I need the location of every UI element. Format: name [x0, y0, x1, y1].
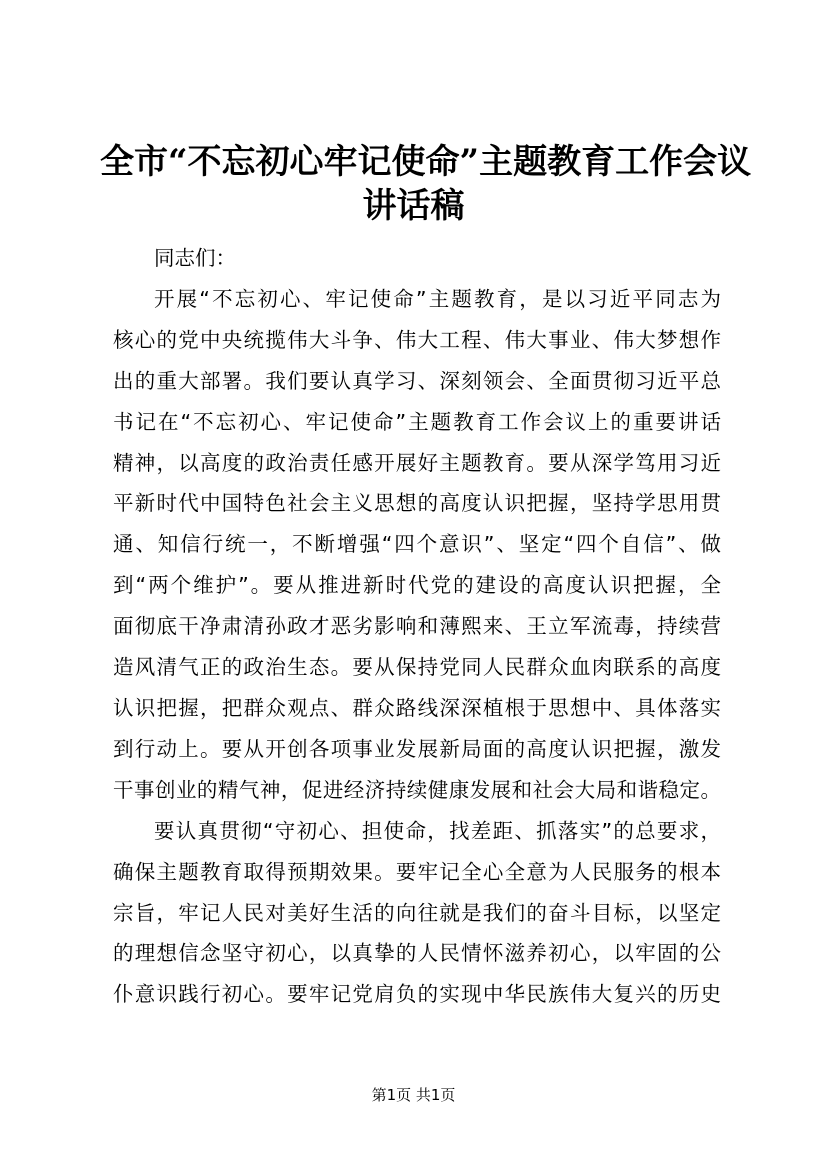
paragraph-line: 核心的党中央统揽伟大斗争、伟大工程、伟大事业、伟大梦想作 — [113, 327, 721, 352]
salutation: 同志们： — [154, 246, 236, 270]
paragraph-line: 出的重大部署。我们要认真学习、深刻领会、全面贯彻习近平总 — [113, 368, 721, 393]
paragraph-line: 面彻底干净肃清孙政才恶劣影响和薄熙来、王立军流毒，持续营 — [113, 614, 721, 639]
paragraph-line: 要认真贯彻“守初心、担使命，找差距、抓落实”的总要求， — [154, 818, 721, 843]
paragraph-line: 开展“不忘初心、牢记使命”主题教育，是以习近平同志为 — [154, 286, 721, 311]
paragraph-line: 书记在“不忘初心、牢记使命”主题教育工作会议上的重要讲话 — [113, 409, 721, 434]
paragraph-line: 仆意识践行初心。要牢记党肩负的实现中华民族伟大复兴的历史 — [113, 982, 721, 1007]
paragraph-2 — [113, 811, 721, 1016]
paragraph-line: 确保主题教育取得预期效果。要牢记全心全意为人民服务的根本 — [113, 859, 721, 884]
document-body — [113, 238, 721, 1015]
paragraph-line: 到行动上。要从开创各项事业发展新局面的高度认识把握，激发 — [113, 736, 721, 761]
document-title — [100, 140, 752, 228]
paragraph-line: 干事创业的精气神，促进经济持续健康发展和社会大局和谐稳定。 — [113, 777, 721, 802]
paragraph-line: 造风清气正的政治生态。要从保持党同人民群众血肉联系的高度 — [113, 655, 721, 680]
paragraph-line: 精神，以高度的政治责任感开展好主题教育。要从深学笃用习近 — [113, 450, 721, 475]
title-line-2: 讲话稿 — [362, 186, 465, 226]
title-line-1: 全市“不忘初心牢记使命”主题教育工作会议 — [100, 142, 752, 182]
paragraph-line: 认识把握，把群众观点、群众路线深深植根于思想中、具体落实 — [113, 695, 721, 720]
paragraph-line: 通、知信行统一，不断增强“四个意识”、坚定“四个自信”、做 — [113, 532, 721, 557]
paragraph-line: 到“两个维护”。要从推进新时代党的建设的高度认识把握，全 — [113, 573, 721, 598]
page-footer: 第1页 共1页 — [371, 1086, 456, 1104]
paragraph-line: 平新时代中国特色社会主义思想的高度认识把握，坚持学思用贯 — [113, 491, 721, 516]
paragraph-line: 的理想信念坚守初心，以真挚的人民情怀滋养初心，以牢固的公 — [113, 941, 721, 966]
paragraph-1 — [113, 279, 721, 811]
paragraph-line: 宗旨，牢记人民对美好生活的向往就是我们的奋斗目标，以坚定 — [113, 900, 721, 925]
